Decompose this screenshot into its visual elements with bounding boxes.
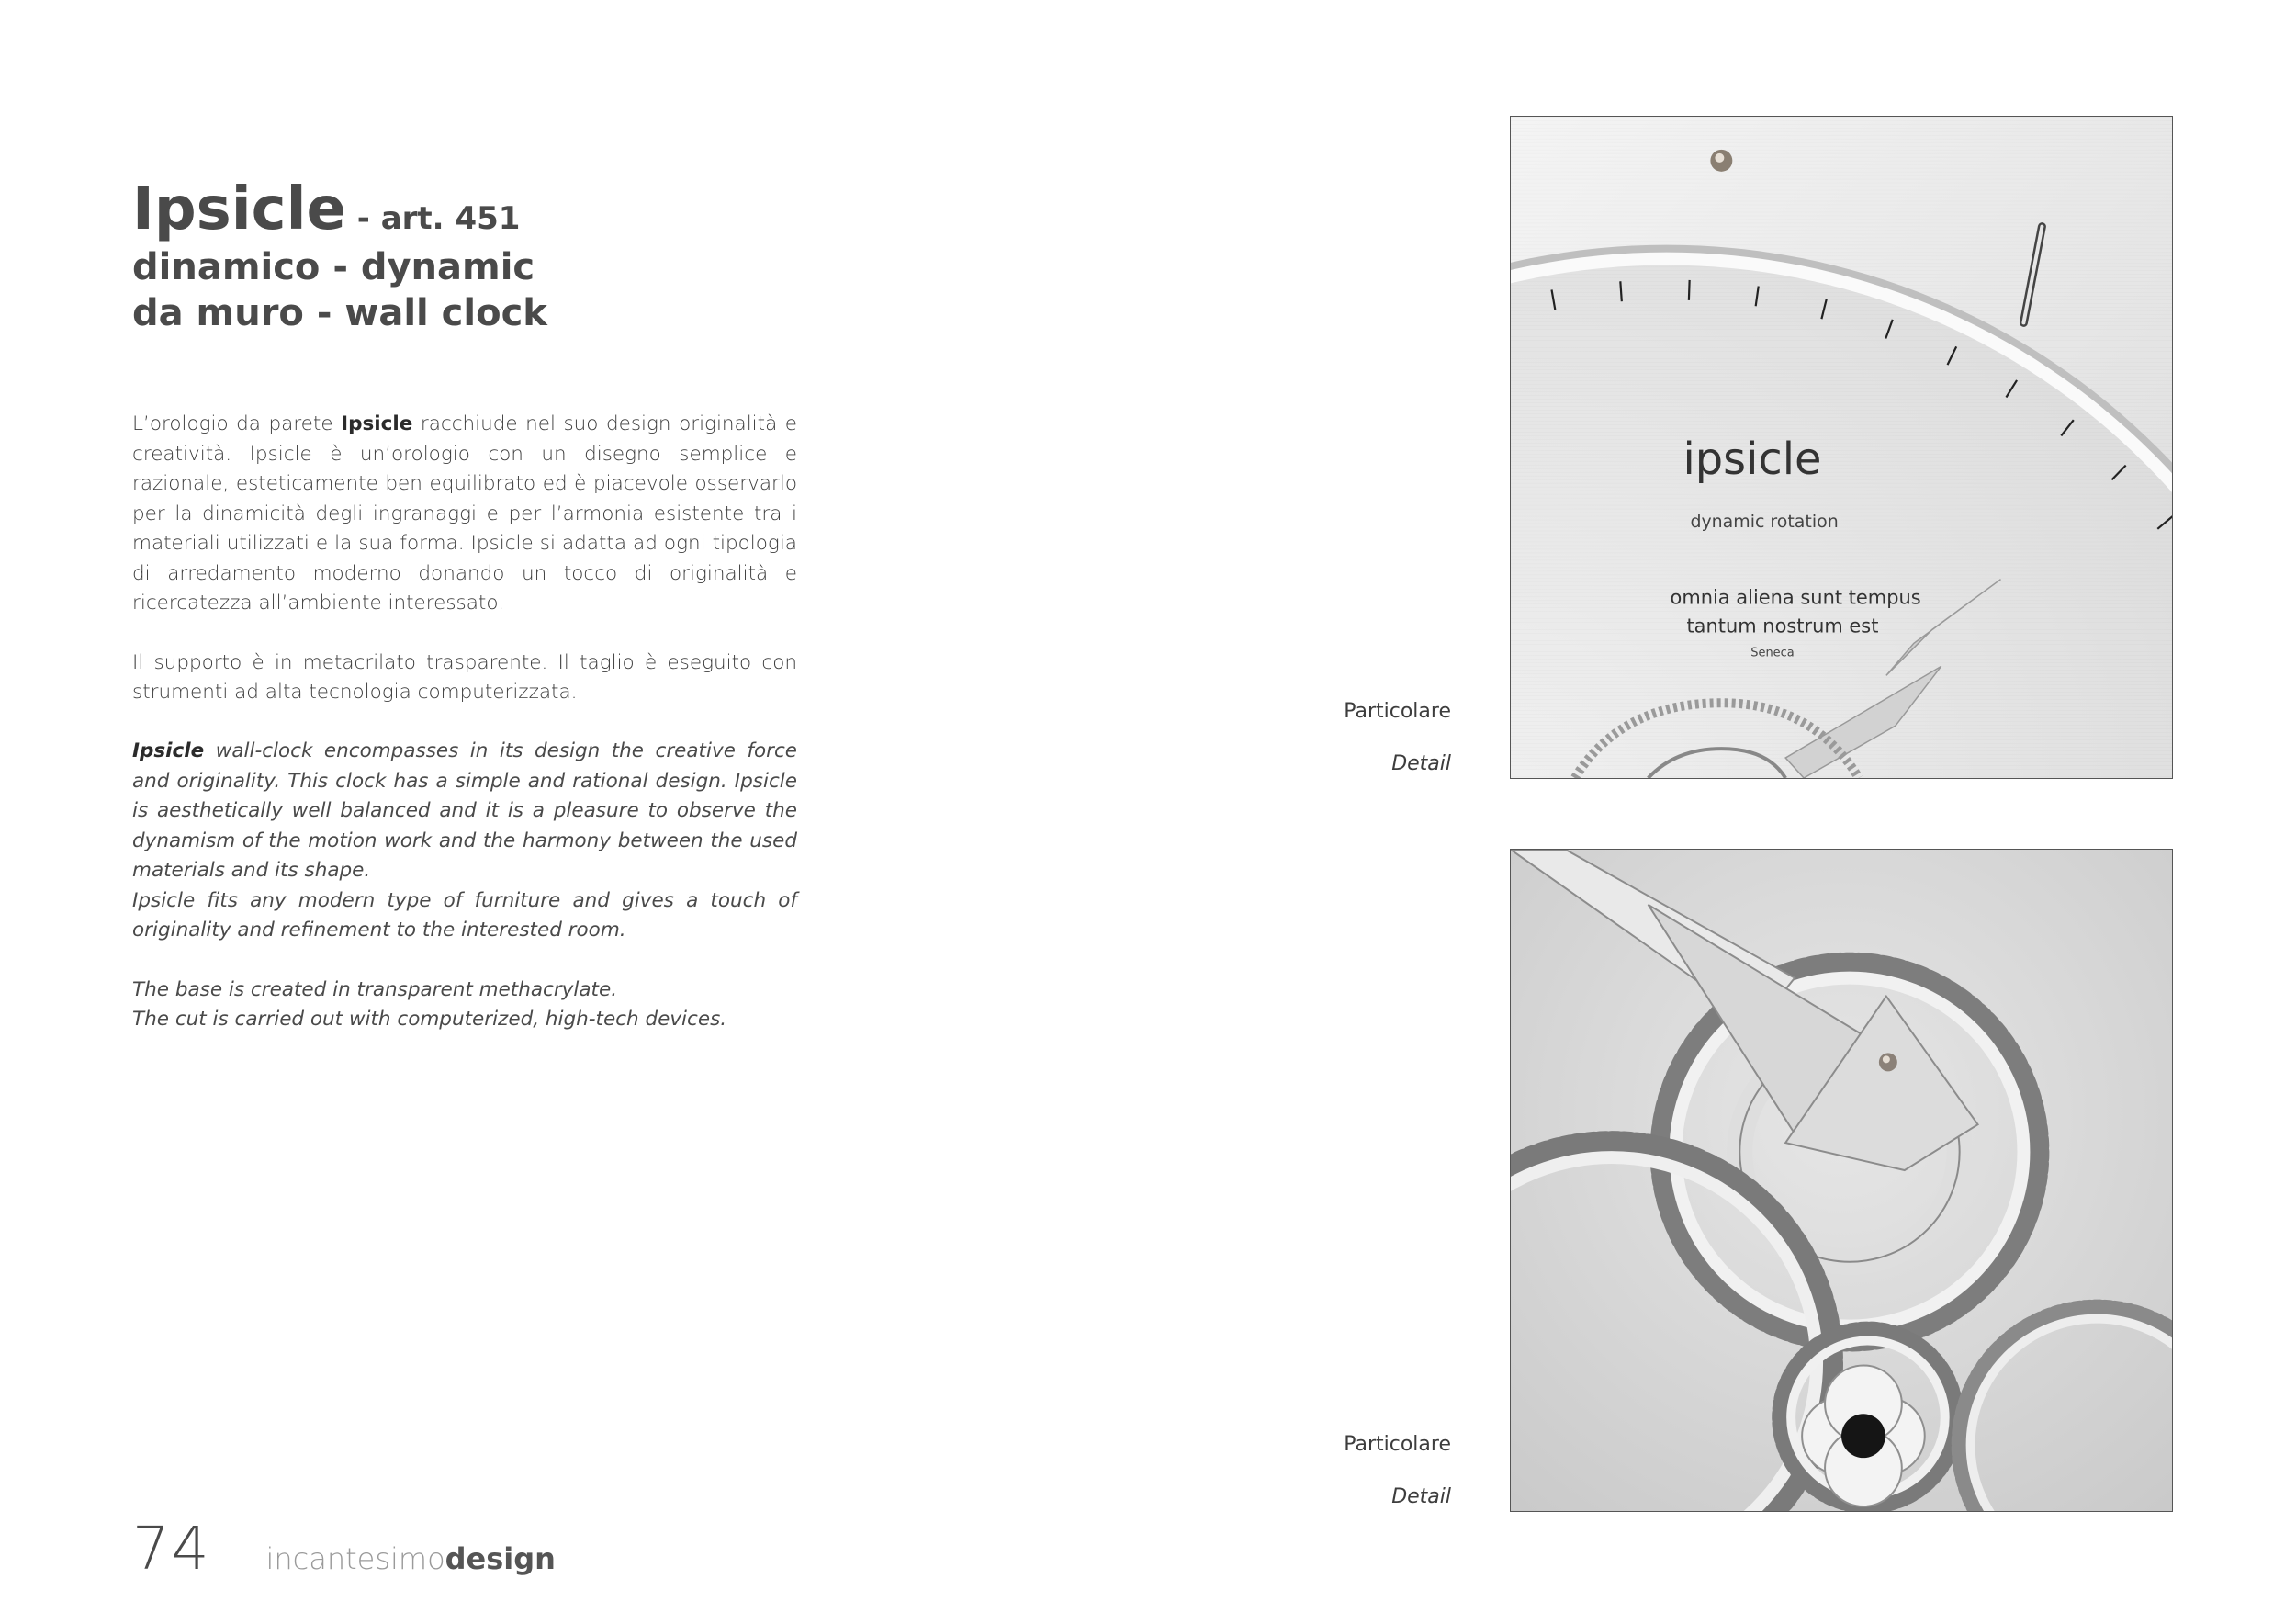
center-pivot [1841, 1414, 1885, 1458]
dial-detail-illustration [1511, 117, 2172, 778]
italian-p1-intro: L’orologio da parete [132, 412, 342, 435]
page-number: 74 [132, 1516, 211, 1584]
photo-caption-2 [1344, 1433, 1451, 1508]
article-number: - art. 451 [345, 200, 521, 237]
photo-caption-1 [1344, 700, 1451, 775]
english-paragraph-3a: The base is created in transparent methacrylate. [132, 977, 618, 1001]
dial-detail-photo [1510, 116, 2173, 779]
dial-brand: ipsicle [1683, 434, 1822, 485]
english-paragraph-1 [132, 737, 797, 886]
footer-brand [265, 1541, 556, 1576]
italian-p1-body: racchiude nel suo design originalità e creatività. Ipsicle è un’orologio con un disegno semplice e razionale, esteticamente ben equilibrato ed è piacevole osservarlo per la dinamicità degli ingranaggi e per l’armonia esistente tra i materiali utilizzati e la sua forma. Ipsicle si adatta ad ogni tipologia di arredamento moderno donando un tocco di originalità e ricercatezza all’ambiente interessato. [132, 412, 798, 615]
footer-brand-light: incantesimo [265, 1541, 445, 1576]
caption-italian: Particolare [1344, 700, 1451, 723]
footer-brand-bold: design [445, 1541, 556, 1576]
english-brand-name: Ipsicle [132, 739, 205, 762]
minute-tick [1620, 281, 1622, 301]
dial-motto-1: omnia aliena sunt tempus [1670, 586, 1921, 609]
product-title [132, 175, 547, 336]
dial-motto-2: tantum nostrum est [1686, 615, 1879, 637]
italian-paragraph-1 [132, 410, 797, 619]
italian-description [132, 410, 797, 708]
italian-brand-name: Ipsicle [341, 412, 413, 435]
italian-paragraph-2: Il supporto è in metacrilato trasparente. Il taglio è eseguito con strumenti ad alta tecnologia computerizzata. [132, 650, 797, 704]
gears-detail-photo [1510, 849, 2173, 1512]
product-type: dinamico - dynamic [132, 246, 535, 288]
caption-italian: Particolare [1344, 1433, 1451, 1456]
caption-english: Detail [1391, 752, 1451, 775]
product-name: Ipsicle [132, 175, 346, 243]
english-paragraph-3b: The cut is carried out with computerized, high-tech devices. [132, 1008, 727, 1031]
gears-detail-illustration [1511, 850, 2172, 1511]
dial-attribution: Seneca [1750, 646, 1795, 660]
minute-tick [1689, 280, 1690, 300]
dial-subtitle: dynamic rotation [1690, 511, 1839, 532]
english-p1-body: wall-clock encompasses in its design the creative force and originality. This clock has a simple and rational design. Ipsicle is aesthetically well balanced and it is a pleasure to observe the dynamism of the motion work and the harmony between the used materials and its shape. [132, 739, 797, 882]
english-description [132, 737, 797, 1035]
title-heading [132, 175, 547, 243]
english-paragraph-2: Ipsicle fits any modern type of furniture and gives a touch of originality and refinement to the interested room. [132, 888, 797, 942]
product-category: da muro - wall clock [132, 292, 547, 334]
caption-english: Detail [1391, 1485, 1451, 1508]
page-footer [132, 1516, 556, 1584]
